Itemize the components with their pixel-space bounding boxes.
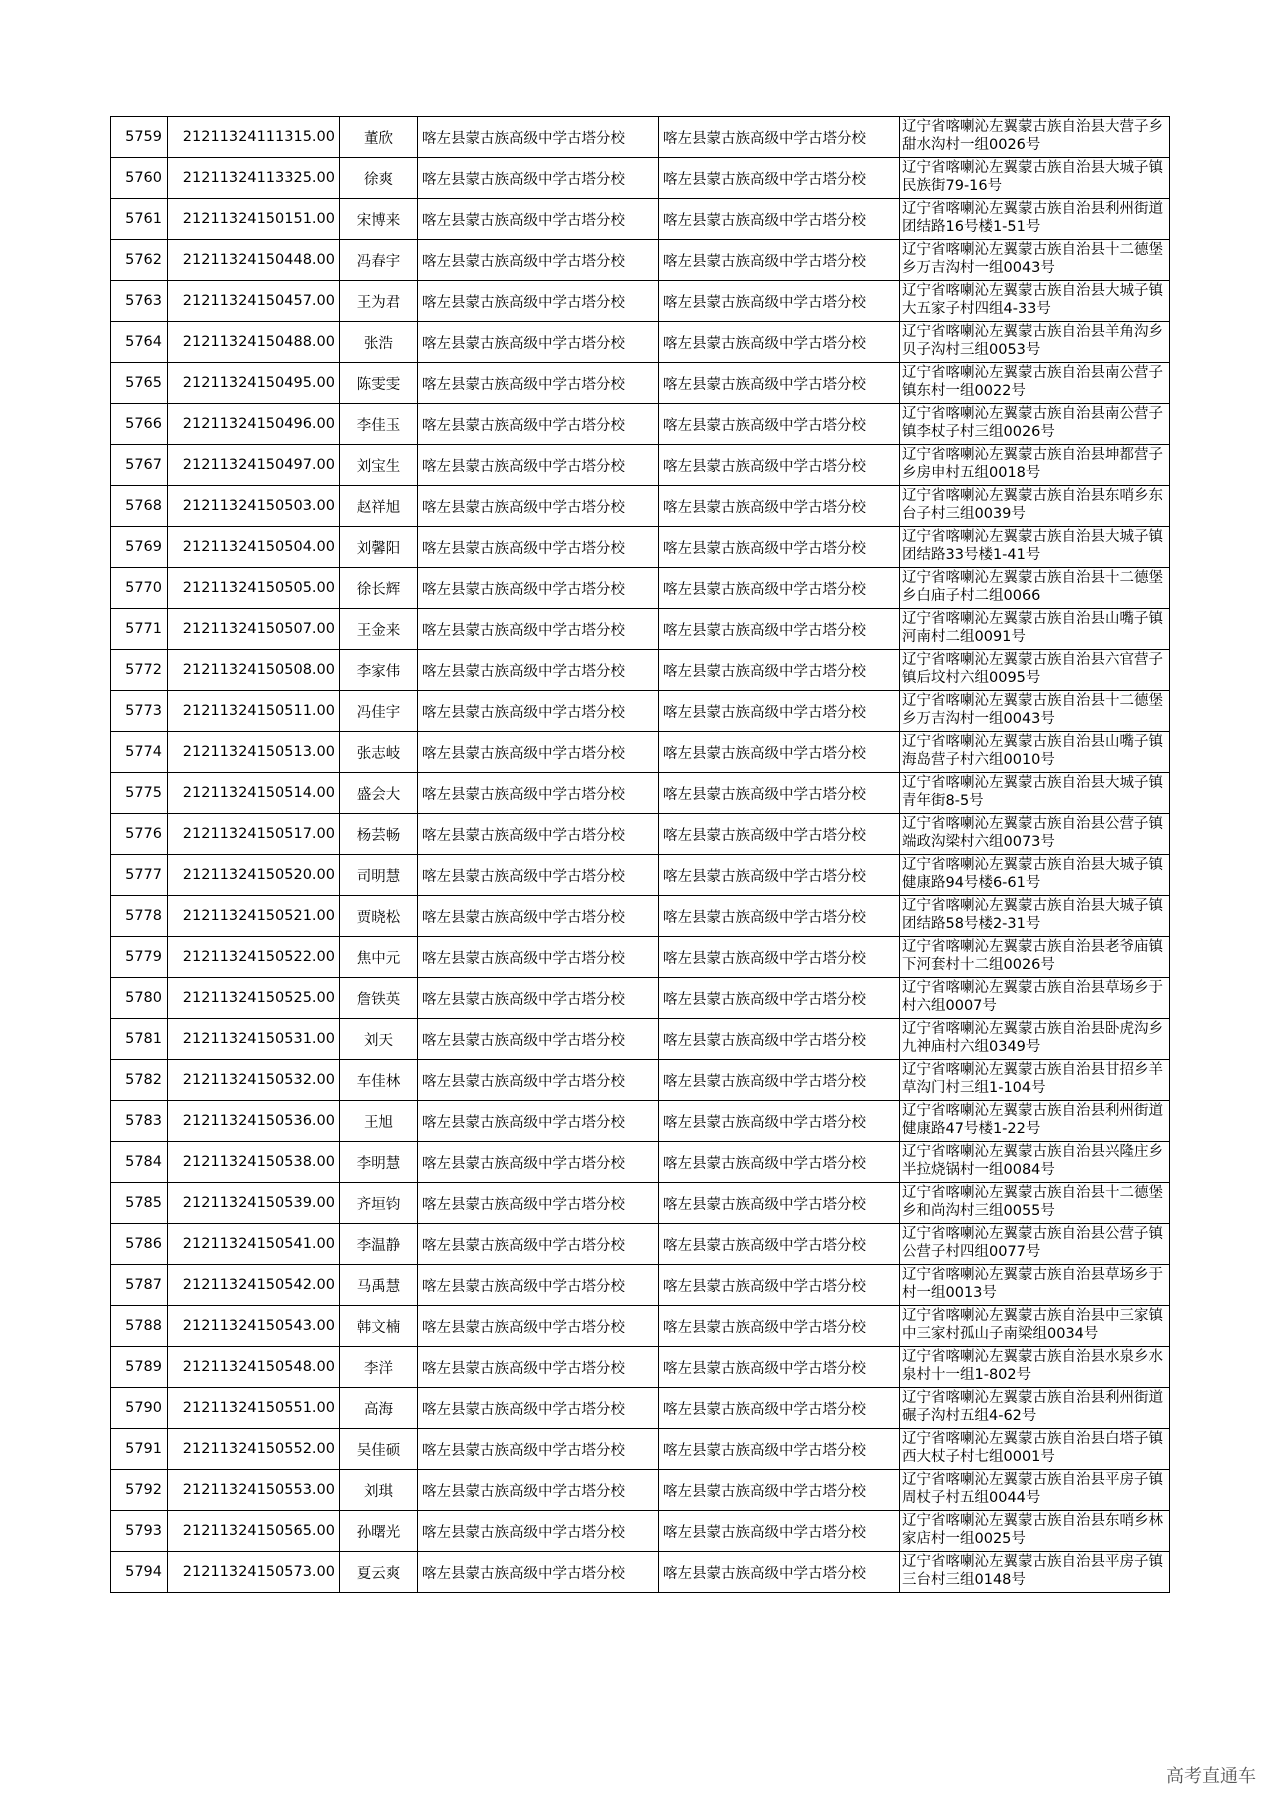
admitted-school-cell: 喀左县蒙古族高级中学古塔分校 <box>659 568 900 609</box>
admitted-school-cell: 喀左县蒙古族高级中学古塔分校 <box>659 773 900 814</box>
candidate-id-cell: 21211324150543.00 <box>168 1306 340 1347</box>
admitted-school-cell: 喀左县蒙古族高级中学古塔分校 <box>659 814 900 855</box>
row-number-cell: 5785 <box>111 1183 168 1224</box>
student-name-cell: 盛会大 <box>340 773 418 814</box>
student-name-cell: 李佳玉 <box>340 404 418 445</box>
table-row <box>111 978 1170 1019</box>
graduating-school-cell: 喀左县蒙古族高级中学古塔分校 <box>418 650 659 691</box>
admitted-school-cell: 喀左县蒙古族高级中学古塔分校 <box>659 1101 900 1142</box>
graduating-school-cell: 喀左县蒙古族高级中学古塔分校 <box>418 1224 659 1265</box>
home-address-cell: 辽宁省喀喇沁左翼蒙古族自治县大营子乡甜水沟村一组0026号 <box>900 117 1170 158</box>
candidate-id-cell: 21211324150548.00 <box>168 1347 340 1388</box>
home-address-cell: 辽宁省喀喇沁左翼蒙古族自治县坤都营子乡房申村五组0018号 <box>900 445 1170 486</box>
candidate-id-cell: 21211324150536.00 <box>168 1101 340 1142</box>
table-row <box>111 1388 1170 1429</box>
admitted-school-cell: 喀左县蒙古族高级中学古塔分校 <box>659 486 900 527</box>
student-name-cell: 董欣 <box>340 117 418 158</box>
graduating-school-cell: 喀左县蒙古族高级中学古塔分校 <box>418 158 659 199</box>
student-name-cell: 李家伟 <box>340 650 418 691</box>
student-name-cell: 王为君 <box>340 281 418 322</box>
graduating-school-cell: 喀左县蒙古族高级中学古塔分校 <box>418 896 659 937</box>
graduating-school-cell: 喀左县蒙古族高级中学古塔分校 <box>418 1265 659 1306</box>
student-name-cell: 马禹慧 <box>340 1265 418 1306</box>
graduating-school-cell: 喀左县蒙古族高级中学古塔分校 <box>418 1470 659 1511</box>
home-address-cell: 辽宁省喀喇沁左翼蒙古族自治县南公营子镇李杖子村三组0026号 <box>900 404 1170 445</box>
table-row <box>111 1470 1170 1511</box>
student-name-cell: 陈雯雯 <box>340 363 418 404</box>
home-address-cell: 辽宁省喀喇沁左翼蒙古族自治县卧虎沟乡九神庙村六组0349号 <box>900 1019 1170 1060</box>
home-address-cell: 辽宁省喀喇沁左翼蒙古族自治县公营子镇端政沟梁村六组0073号 <box>900 814 1170 855</box>
candidate-id-cell: 21211324150565.00 <box>168 1511 340 1552</box>
graduating-school-cell: 喀左县蒙古族高级中学古塔分校 <box>418 404 659 445</box>
table-row <box>111 609 1170 650</box>
candidate-id-cell: 21211324150457.00 <box>168 281 340 322</box>
admitted-school-cell: 喀左县蒙古族高级中学古塔分校 <box>659 1347 900 1388</box>
table-row <box>111 1347 1170 1388</box>
graduating-school-cell: 喀左县蒙古族高级中学古塔分校 <box>418 1142 659 1183</box>
row-number-cell: 5772 <box>111 650 168 691</box>
graduating-school-cell: 喀左县蒙古族高级中学古塔分校 <box>418 445 659 486</box>
row-number-cell: 5765 <box>111 363 168 404</box>
row-number-cell: 5780 <box>111 978 168 1019</box>
row-number-cell: 5764 <box>111 322 168 363</box>
candidate-id-cell: 21211324150551.00 <box>168 1388 340 1429</box>
admitted-school-cell: 喀左县蒙古族高级中学古塔分校 <box>659 1183 900 1224</box>
student-name-cell: 冯春宇 <box>340 240 418 281</box>
graduating-school-cell: 喀左县蒙古族高级中学古塔分校 <box>418 240 659 281</box>
row-number-cell: 5791 <box>111 1429 168 1470</box>
table-row <box>111 1224 1170 1265</box>
graduating-school-cell: 喀左县蒙古族高级中学古塔分校 <box>418 1347 659 1388</box>
table-row <box>111 1306 1170 1347</box>
home-address-cell: 辽宁省喀喇沁左翼蒙古族自治县大城子镇团结路58号楼2-31号 <box>900 896 1170 937</box>
home-address-cell: 辽宁省喀喇沁左翼蒙古族自治县草场乡于村六组0007号 <box>900 978 1170 1019</box>
candidate-id-cell: 21211324111315.00 <box>168 117 340 158</box>
candidate-id-cell: 21211324150573.00 <box>168 1552 340 1593</box>
admitted-school-cell: 喀左县蒙古族高级中学古塔分校 <box>659 158 900 199</box>
table-row <box>111 896 1170 937</box>
graduating-school-cell: 喀左县蒙古族高级中学古塔分校 <box>418 855 659 896</box>
candidate-id-cell: 21211324150497.00 <box>168 445 340 486</box>
home-address-cell: 辽宁省喀喇沁左翼蒙古族自治县平房子镇三台村三组0148号 <box>900 1552 1170 1593</box>
row-number-cell: 5766 <box>111 404 168 445</box>
row-number-cell: 5790 <box>111 1388 168 1429</box>
home-address-cell: 辽宁省喀喇沁左翼蒙古族自治县大城子镇青年街8-5号 <box>900 773 1170 814</box>
table-row <box>111 1265 1170 1306</box>
candidate-id-cell: 21211324150503.00 <box>168 486 340 527</box>
row-number-cell: 5762 <box>111 240 168 281</box>
graduating-school-cell: 喀左县蒙古族高级中学古塔分校 <box>418 609 659 650</box>
candidate-id-cell: 21211324150539.00 <box>168 1183 340 1224</box>
graduating-school-cell: 喀左县蒙古族高级中学古塔分校 <box>418 199 659 240</box>
student-name-cell: 车佳林 <box>340 1060 418 1101</box>
home-address-cell: 辽宁省喀喇沁左翼蒙古族自治县十二德堡乡万吉沟村一组0043号 <box>900 240 1170 281</box>
row-number-cell: 5761 <box>111 199 168 240</box>
row-number-cell: 5773 <box>111 691 168 732</box>
row-number-cell: 5793 <box>111 1511 168 1552</box>
admitted-school-cell: 喀左县蒙古族高级中学古塔分校 <box>659 855 900 896</box>
table-row <box>111 650 1170 691</box>
home-address-cell: 辽宁省喀喇沁左翼蒙古族自治县东哨乡林家店村一组0025号 <box>900 1511 1170 1552</box>
student-name-cell: 齐垣钧 <box>340 1183 418 1224</box>
admitted-school-cell: 喀左县蒙古族高级中学古塔分校 <box>659 1552 900 1593</box>
student-name-cell: 徐长辉 <box>340 568 418 609</box>
home-address-cell: 辽宁省喀喇沁左翼蒙古族自治县兴隆庄乡半拉烧锅村一组0084号 <box>900 1142 1170 1183</box>
graduating-school-cell: 喀左县蒙古族高级中学古塔分校 <box>418 1060 659 1101</box>
row-number-cell: 5769 <box>111 527 168 568</box>
home-address-cell: 辽宁省喀喇沁左翼蒙古族自治县东哨乡东台子村三组0039号 <box>900 486 1170 527</box>
table-row <box>111 281 1170 322</box>
candidate-id-cell: 21211324150505.00 <box>168 568 340 609</box>
table-row <box>111 117 1170 158</box>
admitted-school-cell: 喀左县蒙古族高级中学古塔分校 <box>659 445 900 486</box>
candidate-id-cell: 21211324150521.00 <box>168 896 340 937</box>
student-name-cell: 韩文楠 <box>340 1306 418 1347</box>
admitted-school-cell: 喀左县蒙古族高级中学古塔分校 <box>659 322 900 363</box>
table-row <box>111 1511 1170 1552</box>
admitted-school-cell: 喀左县蒙古族高级中学古塔分校 <box>659 1306 900 1347</box>
candidate-id-cell: 21211324150542.00 <box>168 1265 340 1306</box>
table-row <box>111 1183 1170 1224</box>
row-number-cell: 5792 <box>111 1470 168 1511</box>
student-name-cell: 詹铁英 <box>340 978 418 1019</box>
row-number-cell: 5777 <box>111 855 168 896</box>
admitted-school-cell: 喀左县蒙古族高级中学古塔分校 <box>659 609 900 650</box>
home-address-cell: 辽宁省喀喇沁左翼蒙古族自治县南公营子镇东村一组0022号 <box>900 363 1170 404</box>
admitted-school-cell: 喀左县蒙古族高级中学古塔分校 <box>659 732 900 773</box>
home-address-cell: 辽宁省喀喇沁左翼蒙古族自治县白塔子镇西大杖子村七组0001号 <box>900 1429 1170 1470</box>
admitted-school-cell: 喀左县蒙古族高级中学古塔分校 <box>659 937 900 978</box>
row-number-cell: 5788 <box>111 1306 168 1347</box>
graduating-school-cell: 喀左县蒙古族高级中学古塔分校 <box>418 527 659 568</box>
table-row <box>111 1101 1170 1142</box>
graduating-school-cell: 喀左县蒙古族高级中学古塔分校 <box>418 117 659 158</box>
graduating-school-cell: 喀左县蒙古族高级中学古塔分校 <box>418 1019 659 1060</box>
graduating-school-cell: 喀左县蒙古族高级中学古塔分校 <box>418 732 659 773</box>
admitted-school-cell: 喀左县蒙古族高级中学古塔分校 <box>659 404 900 445</box>
table-row <box>111 404 1170 445</box>
table-row <box>111 691 1170 732</box>
row-number-cell: 5774 <box>111 732 168 773</box>
candidate-id-cell: 21211324150532.00 <box>168 1060 340 1101</box>
student-name-cell: 宋博来 <box>340 199 418 240</box>
home-address-cell: 辽宁省喀喇沁左翼蒙古族自治县十二德堡乡万吉沟村一组0043号 <box>900 691 1170 732</box>
home-address-cell: 辽宁省喀喇沁左翼蒙古族自治县大城子镇团结路33号楼1-41号 <box>900 527 1170 568</box>
table-row <box>111 568 1170 609</box>
table-body <box>111 117 1170 1593</box>
student-name-cell: 孙曙光 <box>340 1511 418 1552</box>
row-number-cell: 5763 <box>111 281 168 322</box>
graduating-school-cell: 喀左县蒙古族高级中学古塔分校 <box>418 978 659 1019</box>
home-address-cell: 辽宁省喀喇沁左翼蒙古族自治县山嘴子镇海岛营子村六组0010号 <box>900 732 1170 773</box>
graduating-school-cell: 喀左县蒙古族高级中学古塔分校 <box>418 814 659 855</box>
student-name-cell: 李温静 <box>340 1224 418 1265</box>
home-address-cell: 辽宁省喀喇沁左翼蒙古族自治县利州街道团结路16号楼1-51号 <box>900 199 1170 240</box>
candidate-id-cell: 21211324150495.00 <box>168 363 340 404</box>
graduating-school-cell: 喀左县蒙古族高级中学古塔分校 <box>418 773 659 814</box>
graduating-school-cell: 喀左县蒙古族高级中学古塔分校 <box>418 1306 659 1347</box>
table-row <box>111 486 1170 527</box>
table-row <box>111 855 1170 896</box>
home-address-cell: 辽宁省喀喇沁左翼蒙古族自治县大城子镇民族街79-16号 <box>900 158 1170 199</box>
admitted-school-cell: 喀左县蒙古族高级中学古塔分校 <box>659 240 900 281</box>
admitted-school-cell: 喀左县蒙古族高级中学古塔分校 <box>659 978 900 1019</box>
candidate-id-cell: 21211324150520.00 <box>168 855 340 896</box>
student-name-cell: 吴佳硕 <box>340 1429 418 1470</box>
table-row <box>111 814 1170 855</box>
candidate-id-cell: 21211324150507.00 <box>168 609 340 650</box>
row-number-cell: 5783 <box>111 1101 168 1142</box>
graduating-school-cell: 喀左县蒙古族高级中学古塔分校 <box>418 1429 659 1470</box>
admitted-school-cell: 喀左县蒙古族高级中学古塔分校 <box>659 1388 900 1429</box>
graduating-school-cell: 喀左县蒙古族高级中学古塔分校 <box>418 568 659 609</box>
home-address-cell: 辽宁省喀喇沁左翼蒙古族自治县老爷庙镇下河套村十二组0026号 <box>900 937 1170 978</box>
student-name-cell: 张志岐 <box>340 732 418 773</box>
candidate-id-cell: 21211324150522.00 <box>168 937 340 978</box>
admitted-school-cell: 喀左县蒙古族高级中学古塔分校 <box>659 199 900 240</box>
student-name-cell: 夏云爽 <box>340 1552 418 1593</box>
admitted-school-cell: 喀左县蒙古族高级中学古塔分校 <box>659 1142 900 1183</box>
row-number-cell: 5786 <box>111 1224 168 1265</box>
student-name-cell: 王旭 <box>340 1101 418 1142</box>
candidate-id-cell: 21211324150517.00 <box>168 814 340 855</box>
home-address-cell: 辽宁省喀喇沁左翼蒙古族自治县草场乡于村一组0013号 <box>900 1265 1170 1306</box>
student-name-cell: 刘琪 <box>340 1470 418 1511</box>
student-name-cell: 刘宝生 <box>340 445 418 486</box>
table-row <box>111 527 1170 568</box>
table-row <box>111 1142 1170 1183</box>
admitted-school-cell: 喀左县蒙古族高级中学古塔分校 <box>659 1470 900 1511</box>
student-name-cell: 杨芸畅 <box>340 814 418 855</box>
table-row <box>111 363 1170 404</box>
admitted-school-cell: 喀左县蒙古族高级中学古塔分校 <box>659 363 900 404</box>
admitted-school-cell: 喀左县蒙古族高级中学古塔分校 <box>659 691 900 732</box>
candidate-id-cell: 21211324150151.00 <box>168 199 340 240</box>
home-address-cell: 辽宁省喀喇沁左翼蒙古族自治县平房子镇周杖子村五组0044号 <box>900 1470 1170 1511</box>
row-number-cell: 5768 <box>111 486 168 527</box>
admitted-school-cell: 喀左县蒙古族高级中学古塔分校 <box>659 527 900 568</box>
row-number-cell: 5770 <box>111 568 168 609</box>
admitted-school-cell: 喀左县蒙古族高级中学古塔分校 <box>659 896 900 937</box>
table-row <box>111 1060 1170 1101</box>
candidate-id-cell: 21211324150531.00 <box>168 1019 340 1060</box>
admitted-school-cell: 喀左县蒙古族高级中学古塔分校 <box>659 1265 900 1306</box>
graduating-school-cell: 喀左县蒙古族高级中学古塔分校 <box>418 486 659 527</box>
student-name-cell: 赵祥旭 <box>340 486 418 527</box>
row-number-cell: 5789 <box>111 1347 168 1388</box>
table-row <box>111 1552 1170 1593</box>
row-number-cell: 5759 <box>111 117 168 158</box>
candidate-id-cell: 21211324150541.00 <box>168 1224 340 1265</box>
row-number-cell: 5779 <box>111 937 168 978</box>
graduating-school-cell: 喀左县蒙古族高级中学古塔分校 <box>418 691 659 732</box>
admitted-school-cell: 喀左县蒙古族高级中学古塔分校 <box>659 1429 900 1470</box>
candidate-id-cell: 21211324150553.00 <box>168 1470 340 1511</box>
student-name-cell: 王金来 <box>340 609 418 650</box>
graduating-school-cell: 喀左县蒙古族高级中学古塔分校 <box>418 281 659 322</box>
home-address-cell: 辽宁省喀喇沁左翼蒙古族自治县大城子镇大五家子村四组4-33号 <box>900 281 1170 322</box>
home-address-cell: 辽宁省喀喇沁左翼蒙古族自治县中三家镇中三家村孤山子南梁组0034号 <box>900 1306 1170 1347</box>
admitted-school-cell: 喀左县蒙古族高级中学古塔分校 <box>659 1019 900 1060</box>
graduating-school-cell: 喀左县蒙古族高级中学古塔分校 <box>418 1388 659 1429</box>
candidate-id-cell: 21211324150525.00 <box>168 978 340 1019</box>
home-address-cell: 辽宁省喀喇沁左翼蒙古族自治县六官营子镇后坟村六组0095号 <box>900 650 1170 691</box>
student-name-cell: 贾晓松 <box>340 896 418 937</box>
table-row <box>111 773 1170 814</box>
home-address-cell: 辽宁省喀喇沁左翼蒙古族自治县公营子镇公营子村四组0077号 <box>900 1224 1170 1265</box>
row-number-cell: 5784 <box>111 1142 168 1183</box>
candidate-id-cell: 21211324150508.00 <box>168 650 340 691</box>
student-name-cell: 刘天 <box>340 1019 418 1060</box>
graduating-school-cell: 喀左县蒙古族高级中学古塔分校 <box>418 937 659 978</box>
student-name-cell: 张浩 <box>340 322 418 363</box>
footer-watermark: 高考直通车 <box>1166 1766 1256 1787</box>
admitted-school-cell: 喀左县蒙古族高级中学古塔分校 <box>659 1511 900 1552</box>
student-name-cell: 李明慧 <box>340 1142 418 1183</box>
table-row <box>111 445 1170 486</box>
home-address-cell: 辽宁省喀喇沁左翼蒙古族自治县十二德堡乡白庙子村二组0066 <box>900 568 1170 609</box>
student-list-table <box>110 116 1170 1593</box>
table-row <box>111 240 1170 281</box>
graduating-school-cell: 喀左县蒙古族高级中学古塔分校 <box>418 1183 659 1224</box>
table-row <box>111 1429 1170 1470</box>
student-name-cell: 司明慧 <box>340 855 418 896</box>
table-row <box>111 937 1170 978</box>
home-address-cell: 辽宁省喀喇沁左翼蒙古族自治县十二德堡乡和尚沟村三组0055号 <box>900 1183 1170 1224</box>
row-number-cell: 5787 <box>111 1265 168 1306</box>
admitted-school-cell: 喀左县蒙古族高级中学古塔分校 <box>659 117 900 158</box>
home-address-cell: 辽宁省喀喇沁左翼蒙古族自治县山嘴子镇河南村二组0091号 <box>900 609 1170 650</box>
table-row <box>111 1019 1170 1060</box>
table-row <box>111 322 1170 363</box>
candidate-id-cell: 21211324150488.00 <box>168 322 340 363</box>
graduating-school-cell: 喀左县蒙古族高级中学古塔分校 <box>418 1101 659 1142</box>
row-number-cell: 5760 <box>111 158 168 199</box>
student-name-cell: 冯佳宇 <box>340 691 418 732</box>
row-number-cell: 5767 <box>111 445 168 486</box>
row-number-cell: 5794 <box>111 1552 168 1593</box>
home-address-cell: 辽宁省喀喇沁左翼蒙古族自治县甘招乡羊草沟门村三组1-104号 <box>900 1060 1170 1101</box>
home-address-cell: 辽宁省喀喇沁左翼蒙古族自治县大城子镇健康路94号楼6-61号 <box>900 855 1170 896</box>
candidate-id-cell: 21211324150538.00 <box>168 1142 340 1183</box>
table-row <box>111 732 1170 773</box>
admitted-school-cell: 喀左县蒙古族高级中学古塔分校 <box>659 1224 900 1265</box>
graduating-school-cell: 喀左县蒙古族高级中学古塔分校 <box>418 1552 659 1593</box>
student-name-cell: 刘馨阳 <box>340 527 418 568</box>
row-number-cell: 5776 <box>111 814 168 855</box>
table-row <box>111 199 1170 240</box>
row-number-cell: 5771 <box>111 609 168 650</box>
candidate-id-cell: 21211324150513.00 <box>168 732 340 773</box>
row-number-cell: 5778 <box>111 896 168 937</box>
admitted-school-cell: 喀左县蒙古族高级中学古塔分校 <box>659 650 900 691</box>
candidate-id-cell: 21211324150552.00 <box>168 1429 340 1470</box>
student-name-cell: 高海 <box>340 1388 418 1429</box>
graduating-school-cell: 喀左县蒙古族高级中学古塔分校 <box>418 1511 659 1552</box>
candidate-id-cell: 21211324113325.00 <box>168 158 340 199</box>
row-number-cell: 5782 <box>111 1060 168 1101</box>
row-number-cell: 5775 <box>111 773 168 814</box>
home-address-cell: 辽宁省喀喇沁左翼蒙古族自治县利州街道健康路47号楼1-22号 <box>900 1101 1170 1142</box>
home-address-cell: 辽宁省喀喇沁左翼蒙古族自治县羊角沟乡贝子沟村三组0053号 <box>900 322 1170 363</box>
graduating-school-cell: 喀左县蒙古族高级中学古塔分校 <box>418 322 659 363</box>
table-row <box>111 158 1170 199</box>
home-address-cell: 辽宁省喀喇沁左翼蒙古族自治县水泉乡水泉村十一组1-802号 <box>900 1347 1170 1388</box>
candidate-id-cell: 21211324150504.00 <box>168 527 340 568</box>
candidate-id-cell: 21211324150514.00 <box>168 773 340 814</box>
candidate-id-cell: 21211324150511.00 <box>168 691 340 732</box>
home-address-cell: 辽宁省喀喇沁左翼蒙古族自治县利州街道碾子沟村五组4-62号 <box>900 1388 1170 1429</box>
admitted-school-cell: 喀左县蒙古族高级中学古塔分校 <box>659 281 900 322</box>
candidate-id-cell: 21211324150496.00 <box>168 404 340 445</box>
row-number-cell: 5781 <box>111 1019 168 1060</box>
graduating-school-cell: 喀左县蒙古族高级中学古塔分校 <box>418 363 659 404</box>
admitted-school-cell: 喀左县蒙古族高级中学古塔分校 <box>659 1060 900 1101</box>
student-name-cell: 焦中元 <box>340 937 418 978</box>
student-name-cell: 徐爽 <box>340 158 418 199</box>
candidate-id-cell: 21211324150448.00 <box>168 240 340 281</box>
student-name-cell: 李洋 <box>340 1347 418 1388</box>
